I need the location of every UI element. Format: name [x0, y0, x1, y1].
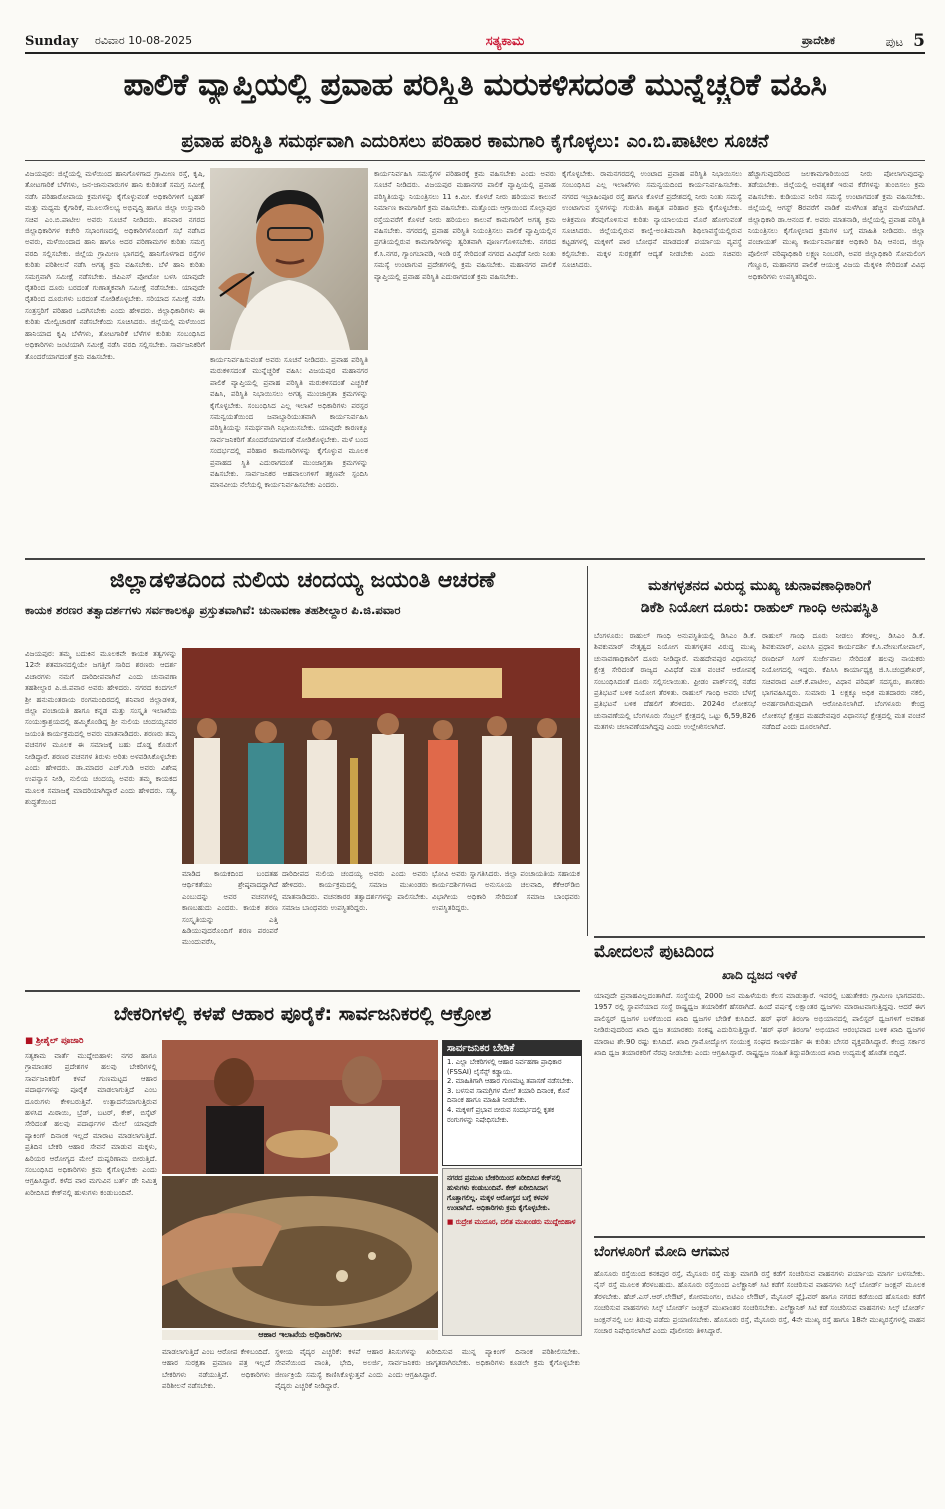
masthead-section: ಪ್ರಾದೇಶಿಕ — [801, 34, 835, 47]
bakery-column-2: ಮಾಡಲಾಗುತ್ತಿದೆ ಎಂಬ ಆರೋಪ ಕೇಳಿಬಂದಿದೆ. ಆಹಾರ ಸುರಕ್ಷತಾ ಪ್ರಮಾಣ ಪತ್ರ ಇಲ್ಲದೆ ಬೇಕರಿಗಳು ನಡೆಯುತ್ತಿವೆ. ಅಧಿಕಾರಿಗಳು ಪರಿಶೀಲನೆ ನಡೆಸಬೇಕು. — [162, 1347, 270, 1391]
demand-item: 1. ಎಲ್ಲಾ ಬೇಕರಿಗಳಲ್ಲಿ ಆಹಾರ ನಿರ್ವಹಣಾ ಪ್ರಾಧಿಕಾರ (FSSAI) ಲೈಸೆನ್ಸ್ ಕಡ್ಡಾಯ. — [447, 1058, 562, 1076]
lead-column-1: ವಿಜಯಪುರ: ಜಿಲ್ಲೆಯಲ್ಲಿ ಮಳೆಯಿಂದ ಹಾನಿಗೊಳಗಾದ ಗ್ರಾಮೀಣ ರಸ್ತೆ, ಕೃಷಿ, ತೋಟಗಾರಿಕೆ ಬೆಳೆಗಳು, ಜನ-ಜಾನುವಾರುಗಳ ಹಾನಿ ಕುರಿತಂತೆ ಸಮಗ್ರ ಸಮೀಕ್ಷೆ ನಡೆಸಿ ಪರಿಹಾರೋಪಾಯ ಕ್ರಮಗಳನ್ನು ಕೈಗೊಳ್ಳುವಂತೆ ಅಧಿಕಾರಿಗಳಿಗೆ ಬೃಹತ್ ಮತ್ತು ಮಧ್ಯಮ ಕೈಗಾರಿಕೆ, ಮೂಲಸೌಲಭ್ಯ ಅಭಿವೃದ್ಧಿ ಹಾಗೂ ಜಿಲ್ಲಾ ಉಸ್ತುವಾರಿ ಸಚಿವ ಎಂ.ಬಿ.ಪಾಟೀಲ ಅವರು ಸೂಚನೆ ನೀಡಿದರು. ಶನಿವಾರ ನಗರದ ಜಿಲ್ಲಾಧಿಕಾರಿಗಳ ಕಚೇರಿ ಸಭಾಂಗಣದಲ್ಲಿ ಅಧಿಕಾರಿಗಳೊಂದಿಗೆ ಸಭೆ ನಡೆಸಿದ ಅವರು, ಮಳೆಯಿಂದಾದ ಹಾನಿ ಹಾಗೂ ಅದರ ಪರಿಣಾಮಗಳ ಕುರಿತು ಸಮಗ್ರ ವರದಿ ಸಲ್ಲಿಸಬೇಕು. ಜಿಲ್ಲೆಯ ಗ್ರಾಮೀಣ ಭಾಗದಲ್ಲಿ ಹಾನಿಗೊಳಗಾದ ರಸ್ತೆಗಳ ಕುರಿತು ಪರಿಶೀಲನೆ ನಡೆಸಿ ಅಗತ್ಯ ಕ್ರಮ ವಹಿಸಬೇಕು. ಬೆಳೆ ಹಾನಿ ಕುರಿತು ಸಮಗ್ರವಾಗಿ ಸಮೀಕ್ಷೆ ನಡೆಸಬೇಕು. ಜಿಪಿಎಸ್ ಪೋಟೋ ಬಳಸಿ ಯಾವುದೇ ರೈತರಿಂದ ದೂರು ಬರದಂತೆ ಗುಣಾತ್ಮಕವಾಗಿ ಸಮೀಕ್ಷೆ ನಡೆಸಬೇಕು. ಯಾವುದೇ ರೈತರಿಂದ ದೂರುಗಳು ಬರದಂತೆ ನೋಡಿಕೊಳ್ಳಬೇಕು. ಸರಿಯಾದ ಸಮೀಕ್ಷೆ ನಡೆಸಿ ಸಂತ್ರಸ್ತರಿಗೆ ಪರಿಹಾರ ಒದಗಿಸಬೇಕು ಎಂದು ಹೇಳಿದರು. ಜಿಲ್ಲಾಧಿಕಾರಿಗಳು ಈ ಕುರಿತು ಮೇಲ್ವಿಚಾರಣೆ ನಡೆಸಬೇಕೆಂದು ಸೂಚಿಸಿದರು. ಜಿಲ್ಲೆಯಲ್ಲಿ ಮಳೆಯಿಂದ ಹಾನಿಯಾದ ಕೃಷಿ ಬೆಳೆಗಳು, ತೋಟಗಾರಿಕೆ ಬೆಳೆಗಳ ಕುರಿತು ಸಂಬಂಧಿಸಿದ ಅಧಿಕಾರಿಗಳು ಜಂಟಿಯಾಗಿ ಸಮೀಕ್ಷೆ ನಡೆಸಿ ವರದಿ ಸಲ್ಲಿಸಬೇಕು. ಸಾರ್ವಜನಿಕರಿಗೆ ತೊಂದರೆಯಾಗದಂತೆ ಕ್ರಮ ವಹಿಸಬೇಕು. — [25, 169, 205, 361]
section-divider-1 — [25, 558, 925, 560]
vertical-divider — [587, 566, 588, 936]
lead-subheadline: ಪ್ರವಾಹ ಪರಿಸ್ಥಿತಿ ಸಮರ್ಥವಾಗಿ ಎದುರಿಸಲು ಪರಿಹಾರ ಕಾಮಗಾರಿ ಕೈಗೊಳ್ಳಲು: ಎಂ.ಬಿ.ಪಾಟೀಲ ಸೂಚನೆ — [181, 131, 769, 152]
bakery-column-4: ತಿನಿಸುಗಳನ್ನು ಖರೀದಿಸುವ ಮುನ್ನ ಪ್ಯಾಕಿಂಗ್ ದಿನಾಂಕ ಪರಿಶೀಲಿಸಬೇಕು. ಸಾರ್ವಜನಿಕರು ಜಾಗೃತರಾಗಿರಬೇಕು. ಅಧಿಕಾರಿಗಳು ಕೂಡಲೇ ಕ್ರಮ ಕೈಗೊಳ್ಳಬೇಕು ಎಂದು ಆಗ್ರಹಿಸಿದ್ದಾರೆ. — [388, 1347, 580, 1379]
jayanti-subheadline: ಕಾಯಕ ಶರಣರ ತತ್ವಾದರ್ಶಗಳು ಸರ್ವಕಾಲಕ್ಕೂ ಪ್ರಸ್ತುತವಾಗಿವೆ: ಚುನಾವಣಾ ತಹಶೀಲ್ದಾರ ಪಿ.ಜಿ.ಪವಾರ — [25, 603, 401, 617]
masthead — [25, 30, 925, 54]
minister-photo — [210, 168, 368, 350]
masthead-page — [835, 31, 925, 51]
bakery-photo-people — [162, 1040, 438, 1174]
khadi-body: ಯಾವುದೇ ಪ್ರವಾಹವಿಲ್ಲದಂತಾಗಿದೆ. ಸಂಸ್ಥೆಯಲ್ಲಿ 2000 ಜನ ಮಹಿಳೆಯರು ಕೆಲಸ ಮಾಡುತ್ತಾರೆ. ಇವರಲ್ಲಿ ಬಹುತೇಕರು ಗ್ರಾಮೀಣ ಭಾಗದವರು. 1957 ರಲ್ಲಿ ಸ್ಥಾಪನೆಯಾದ ಸಂಸ್ಥೆ ರಾಷ್ಟ್ರಧ್ವಜ ತಯಾರಿಕೆಗೆ ಹೆಸರಾಗಿದೆ. ಹಿಂದೆ ವರ್ಷಕ್ಕೆ ಲಕ್ಷಾಂತರ ಧ್ವಜಗಳು ಮಾರಾಟವಾಗುತ್ತಿದ್ದವು. ಆದರೆ ಈಗ ಪಾಲಿಸ್ಟರ್ ಧ್ವಜಗಳ ಬಳಕೆಯಿಂದ ಖಾದಿ ಧ್ವಜಗಳ ಬೇಡಿಕೆ ಕುಸಿದಿದೆ. ಹರ್ ಘರ್ ತಿರಂಗಾ ಅಭಿಯಾನದಲ್ಲಿ ಪಾಲಿಸ್ಟರ್ ಧ್ವಜಗಳಿಗೆ ಅವಕಾಶ ನೀಡಿರುವುದರಿಂದ ಖಾದಿ ಧ್ವಜ ತಯಾರಕರು ಸಂಕಷ್ಟ ಎದುರಿಸುತ್ತಿದ್ದಾರೆ. 'ಹರ್ ಘರ್ ತಿರಂಗಾ' ಅಭಿಯಾನ ಆರಂಭವಾದ ಬಳಿಕ ಖಾದಿ ಧ್ವಜಗಳ ಮಾರಾಟ ಶೇ.90 ರಷ್ಟು ಕುಸಿದಿದೆ. ಖಾದಿ ಗ್ರಾಮೋದ್ಯೋಗ ಸಂಯುಕ್ತ ಸಂಘದ ಕಾರ್ಯದರ್ಶಿ ಈ ಕುರಿತು ಬೇಸರ ವ್ಯಕ್ತಪಡಿಸಿದ್ದಾರೆ. ಕೇಂದ್ರ ಸರ್ಕಾರ ಖಾದಿ ಧ್ವಜ ತಯಾರಕರಿಗೆ ನೆರವು ನೀಡಬೇಕು ಎಂದು ಆಗ್ರಹಿಸಿದ್ದಾರೆ. ರಾಷ್ಟ್ರಧ್ವಜ ಸಂಹಿತೆ ತಿದ್ದುಪಡಿಯಿಂದ ಖಾದಿ ಉದ್ಯಮಕ್ಕೆ ಹೊಡೆತ ಬಿದ್ದಿದೆ. — [594, 991, 925, 1058]
demand-box-title: ಸಾರ್ವಜನಿಕರ ಬೇಡಿಕೆ — [443, 1041, 581, 1056]
lead-column-5: ಹೆಚ್ಚಾಗುವುದರಿಂದ ಜಲಕಾಮಗಾರಿಯಿಂದ ನೀರು ಪೋಲಾಗುವುದನ್ನು ತಡೆಯಬೇಕು. ಜಿಲ್ಲೆಯಲ್ಲಿ ಅವಶ್ಯಕತೆ ಇರುವ ಕೆರೆಗಳನ್ನು ತುಂಬಿಸಲು ಕ್ರಮ ವಹಿಸಬೇಕು. ಕುಡಿಯುವ ನೀರಿನ ಸಮಸ್ಯೆ ಉಂಟಾಗದಂತೆ ಕ್ರಮ ವಹಿಸಬೇಕು. ಜಿಲ್ಲೆಯಲ್ಲಿ ಆಗಸ್ಟ್ 8ರವರೆಗೆ ವಾಡಿಕೆ ಮಳೆಗಿಂತ ಹೆಚ್ಚಿನ ಮಳೆಯಾಗಿದೆ. ಜಿಲ್ಲಾಧಿಕಾರಿ ಡಾ.ಆನಂದ ಕೆ. ಅವರು ಮಾತನಾಡಿ, ಜಿಲ್ಲೆಯಲ್ಲಿ ಪ್ರವಾಹ ಪರಿಸ್ಥಿತಿ ನಿಯಂತ್ರಿಸಲು ಕೈಗೊಳ್ಳಲಾದ ಕ್ರಮಗಳ ಬಗ್ಗೆ ಮಾಹಿತಿ ನೀಡಿದರು. ಜಿಲ್ಲಾ ಪಂಚಾಯತ್ ಮುಖ್ಯ ಕಾರ್ಯನಿರ್ವಾಹಕ ಅಧಿಕಾರಿ ರಿಷಿ ಆನಂದ, ಜಿಲ್ಲಾ ಪೊಲೀಸ್ ವರಿಷ್ಠಾಧಿಕಾರಿ ಲಕ್ಷ್ಮಣ ನಿಂಬರಗಿ, ಅಪರ ಜಿಲ್ಲಾಧಿಕಾರಿ ಸೋಮಲಿಂಗ ಗೆಣ್ಣೂರ, ಮಹಾನಗರ ಪಾಲಿಕೆ ಆಯುಕ್ತ ವಿಜಯ ಮೆಕ್ಕಳಕಿ ಸೇರಿದಂತೆ ವಿವಿಧ ಅಧಿಕಾರಿಗಳು ಉಪಸ್ಥಿತರಿದ್ದರು. — [748, 169, 925, 281]
khadi-headline: ಮೋದಲನೆ ಪುಟದಿಂದ — [594, 942, 714, 962]
bakery-photo-caption: ಆಹಾರ ಇಲಾಖೆಯ ಅಧಿಕಾರಿಗಳು — [162, 1330, 438, 1340]
masthead-day: Sunday — [25, 33, 79, 49]
page-label: ಪುಟ — [885, 35, 904, 49]
quote-attribution: ■ ರುದ್ರೇಶ ಮುದೂರ, ದಲಿತ ಮುಖಂಡರು ಮುದ್ದೇಬಿಹಾಳ — [447, 1218, 576, 1226]
bengaluru-body: ಹೊಸೂರು ರಸ್ತೆಯಿಂದ ಕನಕಪುರ ರಸ್ತೆ, ಮೈಸೂರು ರಸ್ತೆ ಮತ್ತು ಮಾಗಡಿ ರಸ್ತೆ ಕಡೆಗೆ ಸಂಚರಿಸುವ ವಾಹನಗಳು ಪರ್ಯಾಯ ಮಾರ್ಗ ಬಳಸಬೇಕು. ನೈಸ್ ರಸ್ತೆ ಮೂಲಕ ತೆರಳಬಹುದು. ಹೊಸೂರು ರಸ್ತೆಯಿಂದ ಎಲೆಕ್ಟ್ರಾನಿಕ್ ಸಿಟಿ ಕಡೆಗೆ ಸಂಚರಿಸುವ ವಾಹನಗಳು ಸಿಲ್ಕ್ ಬೋರ್ಡ್ ಜಂಕ್ಷನ್ ಮೂಲಕ ತೆರಳಬೇಕು. ಹೆಚ್.ಎಸ್.ಆರ್.ಲೇಔಟ್, ಕೋರಮಂಗಲ, ಬಿಟಿಎಂ ಲೇಔಟ್, ಮೈಸೂರ್ ಫ್ಲೈಓವರ್ ಹಾಗೂ ನಗರದ ಕಡೆಯಿಂದ ಹೊಸೂರು ಕಡೆಗೆ ಸಂಚರಿಸುವ ವಾಹನಗಳು ಸಿಲ್ಕ್ ಬೋರ್ಡ್ ಜಂಕ್ಷನ್ ಮುಖಾಂತರ ಸಂಚರಿಸಬೇಕು. ಎಲೆಕ್ಟ್ರಾನಿಕ್ ಸಿಟಿ ಕಡೆ ಸಂಚರಿಸುವ ವಾಹನಗಳು ಸಿಲ್ಕ್ ಬೋರ್ಡ್ ಜಂಕ್ಷನ್‌ನಲ್ಲಿ ಬಲ ತಿರುವು ಪಡೆದು ಪ್ರಯಾಣಿಸಬೇಕು. ಹೊಸೂರು ರಸ್ತೆ, ಮೈಸೂರು ರಸ್ತೆ, 4ನೇ ಮುಖ್ಯ ರಸ್ತೆ ಹಾಗೂ 18ನೇ ಮುಖ್ಯರಸ್ತೆಗಳಲ್ಲಿ ವಾಹನ ಸಂಚಾರ ನಿಷೇಧಿಸಲಾಗಿದೆ ಎಂದು ಪೊಲೀಸರು ತಿಳಿಸಿದ್ದಾರೆ. — [594, 1269, 925, 1336]
rahul-headline-line-2: ಡಿಕೆಶಿ ನಿಯೋಗ ದೂರು: ರಾಹುಲ್ ಗಾಂಧಿ ಅನುಪಸ್ಥಿತಿ — [640, 600, 879, 616]
lead-headline: ಪಾಲಿಕೆ ವ್ಯಾಪ್ತಿಯಲ್ಲಿ ಪ್ರವಾಹ ಪರಿಸ್ಥಿತಿ ಮರುಕಳಿಸದಂತೆ ಮುನ್ನೆಚ್ಚರಿಕೆ ವಹಿಸಿ — [123, 67, 827, 103]
rahul-column-2: ರಾಹುಲ್ ಗಾಂಧಿ ದೂರು ನೀಡಲು ತೆರಳಿಲ್ಲ. ಡಿಸಿಎಂ ಡಿ.ಕೆ. ಶಿವಕುಮಾರ್, ಎಐಸಿಸಿ ಪ್ರಧಾನ ಕಾರ್ಯದರ್ಶಿ ಕೆ.ಸಿ.ವೇಣುಗೋಪಾಲ್, ರಣದೀಪ್ ಸಿಂಗ್ ಸುರ್ಜೇವಾಲ ಸೇರಿದಂತೆ ಹಲವು ನಾಯಕರು ನಿಯೋಗದಲ್ಲಿ ಇದ್ದರು. ಕೆಪಿಸಿಸಿ ಕಾರ್ಯಾಧ್ಯಕ್ಷ ಜಿ.ಸಿ.ಚಂದ್ರಶೇಖರ್, ಸಚಿವರಾದ ಎಚ್.ಕೆ.ಪಾಟೀಲ, ವಿಧಾನ ಪರಿಷತ್ ಸದಸ್ಯರು, ಶಾಸಕರು ಭಾಗವಹಿಸಿದ್ದರು. ಸುಮಾರು 1 ಲಕ್ಷಕ್ಕೂ ಅಧಿಕ ಮತದಾರರು ನಕಲಿ, ಅನರ್ಹರಾಗಿರುವುದಾಗಿ ಆರೋಪಿಸಲಾಗಿದೆ. ಬೆಂಗಳೂರು ಕೇಂದ್ರ ಲೋಕಸಭೆ ಕ್ಷೇತ್ರದ ಮಹದೇವಪುರ ವಿಧಾನಸಭೆ ಕ್ಷೇತ್ರದಲ್ಲಿ ಮತ ವಂಚನೆ ನಡೆದಿದೆ ಎಂದು ದೂರಲಾಗಿದೆ. — [762, 631, 925, 732]
quote-text: ನಗರದ ಪ್ರಮುಖ ಬೇಕರಿಯಿಂದ ಖರೀದಿಸಿದ ಕೇಕ್‌ನಲ್ಲಿ ಹುಳುಗಳು ಕಂಡುಬಂದಿವೆ. ಕೇಕ್ ಖರೀದಿಸಿದಾಗ ಗೊತ್ತಾಗಲಿಲ್ಲ. ಮಕ್ಕಳ ಆರೋಗ್ಯದ ಬಗ್ಗೆ ಕಳವಳ ಉಂಟಾಗಿದೆ. ಅಧಿಕಾರಿಗಳು ಕ್ರಮ ಕೈಗೊಳ್ಳಬೇಕು. — [447, 1174, 561, 1212]
bakery-photo-cake — [162, 1176, 438, 1328]
jayanti-headline: ಜಿಲ್ಲಾಡಳಿತದಿಂದ ನುಲಿಯ ಚಂದಯ್ಯ ಜಯಂತಿ ಆಚರಣೆ — [109, 568, 496, 593]
masthead-date: ರವಿವಾರ 10-08-2025 — [95, 34, 193, 47]
lead-column-2: ಕಾರ್ಯನಿರ್ವಹಿಸುವಂತೆ ಅವರು ಸೂಚನೆ ನೀಡಿದರು. ಪ್ರವಾಹ ಪರಿಸ್ಥಿತಿ ಮರುಕಳಿಸದಂತೆ ಮುನ್ನೆಚ್ಚರಿಕೆ ವಹಿಸಿ: ವಿಜಯಪುರ ಮಹಾನಗರ ಪಾಲಿಕೆ ವ್ಯಾಪ್ತಿಯಲ್ಲಿ ಪ್ರವಾಹ ಪರಿಸ್ಥಿತಿ ಮರುಕಳಿಸದಂತೆ ಎಚ್ಚರಿಕೆ ವಹಿಸಿ, ಪರಿಸ್ಥಿತಿ ನಿಭಾಯಿಸಲು ಅಗತ್ಯ ಮುಂಜಾಗ್ರತಾ ಕ್ರಮಗಳನ್ನು ಕೈಗೊಳ್ಳಬೇಕು. ಸಂಬಂಧಿಸಿದ ಎಲ್ಲ ಇಲಾಖೆ ಅಧಿಕಾರಿಗಳು ಪರಸ್ಪರ ಸಮನ್ವಯತೆಯಿಂದ ಜವಾಬ್ದಾರಿಯುತವಾಗಿ ಕಾರ್ಯನಿರ್ವಹಿಸಿ ಪರಿಸ್ಥಿತಿಯನ್ನು ಸಮರ್ಥವಾಗಿ ನಿಭಾಯಿಸಬೇಕು. ಯಾವುದೇ ಕಾರಣಕ್ಕೂ ಸಾರ್ವಜನಿಕರಿಗೆ ತೊಂದರೆಯಾಗದಂತೆ ನೋಡಿಕೊಳ್ಳಬೇಕು. ಮಳೆ ಬಂದ ಸಂದರ್ಭದಲ್ಲಿ ಪರಿಹಾರ ಕಾಮಗಾರಿಗಳನ್ನು ಕೈಗೊಳ್ಳುವ ಮೂಲಕ ಪ್ರವಾಹದ ಸ್ಥಿತಿ ಎದುರಾಗದಂತೆ ಮುಂಜಾಗ್ರತಾ ಕ್ರಮಗಳನ್ನು ವಹಿಸಬೇಕು. ಸಾರ್ವಜನಿಕರ ಆಹವಾಲುಗಳಿಗೆ ತಕ್ಷಣವೇ ಸ್ಪಂದಿಸಿ ಮಾನವೀಯ ನೆಲೆಯಲ್ಲಿ ಕಾರ್ಯನಿರ್ವಹಿಸಬೇಕು ಎಂದರು. — [210, 355, 368, 490]
jayanti-column-1: ವಿಜಯಪುರ: ತಮ್ಮ ಬದುಕಿನ ಮೂಲಕವೇ ಕಾಯಕ ತತ್ವಗಳನ್ನು 12ನೇ ಶತಮಾನದಲ್ಲಿಯೇ ಜಗತ್ತಿಗೆ ಸಾರಿದ ಶರಣರು ಆದರ್ಶ ವಿಚಾರಗಳು ನಮಗೆ ದಾರಿದೀಪವಾಗಿವೆ ಎಂದು ಚುನಾವಣಾ ತಹಶೀಲ್ದಾರ ಪಿ.ಜಿ.ಪವಾರ ಅವರು ಹೇಳಿದರು. ನಗರದ ಕಂದಗಲ್ ಶ್ರೀ ಹನುಮಂತರಾಯ ರಂಗಮಂದಿರದಲ್ಲಿ ಶನಿವಾರ ಜಿಲ್ಲಾಡಳಿತ, ಜಿಲ್ಲಾ ಪಂಚಾಯತಿ ಹಾಗೂ ಕನ್ನಡ ಮತ್ತು ಸಂಸ್ಕೃತಿ ಇಲಾಖೆಯ ಸಂಯುಕ್ತಾಶ್ರಯದಲ್ಲಿ ಹಮ್ಮಿಕೊಂಡಿದ್ದ ಶ್ರೀ ನುಲಿಯ ಚಂದಯ್ಯನವರ ಜಯಂತಿ ಕಾರ್ಯಕ್ರಮದಲ್ಲಿ ಅವರು ಮಾತನಾಡಿದರು. ಶರಣರು ತಮ್ಮ ವಚನಗಳ ಮೂಲಕ ಈ ಸಮಾಜಕ್ಕೆ ಬಹು ದೊಡ್ಡ ಕೊಡುಗೆ ನೀಡಿದ್ದಾರೆ. ಶರಣರ ವಚನಗಳ ತಿರುಳು ಅರಿತು ಅಳವಡಿಸಿಕೊಳ್ಳಬೇಕು ಎಂದು ಹೇಳಿದರು. ಡಾ.ಮಾದರ ಎಚ್.ಗುಡಿ ಅವರು ವಿಶೇಷ ಉಪನ್ಯಾಸ ನೀಡಿ, ನುಲಿಯ ಚಂದಯ್ಯ ಅವರು ತಮ್ಮ ಕಾಯಕದ ಮೂಲಕ ಸಮಾಜಕ್ಕೆ ಮಾದರಿಯಾಗಿದ್ದಾರೆ ಎಂದು ಹೇಳಿದರು. ಸತ್ಯ, ಶುದ್ಧತೆಯಿಂದ — [25, 649, 177, 807]
bengaluru-top-rule — [594, 1236, 925, 1238]
khadi-top-rule — [594, 936, 925, 938]
quote-box — [442, 1168, 582, 1336]
khadi-subheadline: ಖಾದಿ ದ್ವಜದ ಇಳಿಕೆ — [721, 968, 798, 982]
lead-column-4: ಕೈಗೊಳ್ಳಬೇಕು. ರಾಮನಗರದಲ್ಲಿ ಉಂಟಾದ ಪ್ರವಾಹ ಪರಿಸ್ಥಿತಿ ನಿಭಾಯಿಸಲು ಸಂಬಂಧಿಸಿದ ಎಲ್ಲ ಇಲಾಖೆಗಳು ಸಮನ್ವಯದಿಂದ ಕಾರ್ಯನಿರ್ವಹಿಸಬೇಕು. ನಗರದ ಇಬ್ರಾಹಿಂಪೂರ ರಸ್ತೆ ಹಾಗೂ ಕೊಳಚೆ ಪ್ರದೇಶದಲ್ಲಿ ನೀರು ನಿಂತು ಸಮಸ್ಯೆ ಉಂಟಾಗುವ ಸ್ಥಳಗಳನ್ನು ಗುರುತಿಸಿ ಶಾಶ್ವತ ಪರಿಹಾರ ಕ್ರಮ ಕೈಗೊಳ್ಳಬೇಕು. ಅತಿಕ್ರಮಣ ತೆರವುಗೊಳಿಸುವ ಕುರಿತು ನ್ಯಾಯಾಲಯದ ಮೊರೆ ಹೋಗುವಂತೆ ಸೂಚಿಸಿದರು. ಜಿಲ್ಲೆಯಲ್ಲಿರುವ ಕಾಲ್ವೆ-ಅಂತಿಮವಾಗಿ ಶಿಥಿಲಾವಸ್ಥೆಯಲ್ಲಿರುವ ಕಟ್ಟಡಗಳಲ್ಲಿ ಮಕ್ಕಳಿಗೆ ಪಾಠ ಬೋಧನೆ ಮಾಡದಂತೆ ಪರ್ಯಾಯ ವ್ಯವಸ್ಥೆ ಕಲ್ಪಿಸಬೇಕು. ಮಕ್ಕಳ ಸುರಕ್ಷತೆಗೆ ಆದ್ಯತೆ ನೀಡಬೇಕು ಎಂದು ಸಚಿವರು ಸೂಚಿಸಿದರು. — [562, 169, 742, 270]
demand-list — [443, 1056, 581, 1127]
jayanti-column-4: ಭೋವಿ ಅವರು ಸ್ವಾಗತಿಸಿದರು. ಜಿಲ್ಲಾ ಪಂಚಾಯತಿಯ ಸಹಾಯಕ ಕಾರ್ಯದರ್ಶಿಗಳಾದ ಅನುಸೂಯ ಚಲವಾದಿ, ಕೆಕೆಆರ್‌ಡಿಬಿ ವಿಭಾಗೀಯ ಅಧಿಕಾರಿ ಸೇರಿದಂತೆ ಸಮಾಜ ಬಾಂಧವರು ಉಪಸ್ಥಿತರಿದ್ದರು. — [432, 869, 580, 913]
bengaluru-headline: ಬೆಂಗಳೂರಿಗೆ ಮೋದಿ ಆಗಮನ — [594, 1244, 730, 1260]
rahul-headline-line-1: ಮತಗಳ್ಳತನದ ವಿರುದ್ಧ ಮುಖ್ಯ ಚುನಾವಣಾಧಿಕಾರಿಗೆ — [648, 578, 871, 594]
lead-divider — [25, 160, 925, 161]
section-divider-2 — [25, 990, 580, 992]
demand-item: 2. ಮಾಹಿತಿಗಾಗಿ ಆಹಾರ ಗುಣಮಟ್ಟ ತಪಾಸಣೆ ನಡೆಸಬೇಕು. — [447, 1077, 574, 1086]
bakery-column-1: ಸತ್ಯಕಾಮ ವಾರ್ತೆ ಮುದ್ದೇಬಿಹಾಳ: ನಗರ ಹಾಗೂ ಗ್ರಾಮಾಂತರ ಪ್ರದೇಶಗಳ ಹಲವು ಬೇಕರಿಗಳಲ್ಲಿ ಸಾರ್ವಜನಿಕರಿಗೆ ಕಳಪೆ ಗುಣಮಟ್ಟದ ಆಹಾರ ಪದಾರ್ಥಗಳನ್ನು ಪೂರೈಕೆ ಮಾಡಲಾಗುತ್ತಿದೆ ಎಂಬ ದೂರುಗಳು ಕೇಳಿಬರುತ್ತಿವೆ. ಉತ್ಪಾದನೆಯಾಗುತ್ತಿರುವ ಹಳಸಿದ ಮಿಠಾಯಿ, ಬ್ರೆಡ್, ಬಟರ್, ಕೇಕ್, ಬಿಸ್ಕೆಟ್ ಸೇರಿದಂತೆ ಹಲವು ಪದಾರ್ಥಗಳ ಮೇಲೆ ಯಾವುದೇ ಪ್ಯಾಕಿಂಗ್ ದಿನಾಂಕ ಇಲ್ಲದೆ ಮಾರಾಟ ಮಾಡಲಾಗುತ್ತಿದೆ. ಪ್ರತಿದಿನ ಬೇಕರಿ ಆಹಾರ ಸೇವನೆ ಮಾಡುವ ಮಕ್ಕಳು, ಹಿರಿಯರ ಆರೋಗ್ಯದ ಮೇಲೆ ದುಷ್ಪರಿಣಾಮ ಬೀರುತ್ತಿದೆ. ಸಂಬಂಧಿಸಿದ ಅಧಿಕಾರಿಗಳು ಕ್ರಮ ಕೈಗೊಳ್ಳಬೇಕು ಎಂದು ಆಗ್ರಹಿಸಿದ್ದಾರೆ. ಕಳೆದ ವಾರ ಮಗುವಿನ ಬರ್ತ್ ಡೇ ನಿಮಿತ್ತ ಖರೀದಿಸಿದ ಕೇಕ್‌ನಲ್ಲಿ ಹುಳುಗಳು ಕಂಡುಬಂದಿವೆ. — [25, 1051, 157, 1197]
masthead-paper-name: ಸತ್ಯಕಾಮ — [485, 33, 525, 49]
bakery-headline: ಬೇಕರಿಗಳಲ್ಲಿ ಕಳಪೆ ಆಹಾರ ಪೂರೈಕೆ: ಸಾರ್ವಜನಿಕರಲ್ಲಿ ಆಕ್ರೋಶ — [113, 1003, 492, 1025]
bakery-byline: ■ ಶ್ರೀಶೈಲ್ ಪೂಜಾರಿ — [25, 1036, 84, 1046]
demand-item: 4. ಮಕ್ಕಳಿಗೆ ಪ್ರಭಾವ ಬೀರುವ ಸಂದರ್ಭದಲ್ಲಿ ಕೃತಕ ರಂಗುಗಳನ್ನು ನಿಷೇಧಿಸಬೇಕು. — [447, 1105, 555, 1124]
demand-box — [442, 1040, 582, 1166]
page-number: 5 — [913, 31, 925, 51]
jayanti-column-2: ಮಾಡಿದ ಕಾಯಕದಿಂದ ಬಂದತಹ ಆರ್ಥಿಕತೆಯು ಶ್ರೇಷ್ಠವಾದದ್ದಾಗಿದೆ ಎಂಬುದನ್ನು ಅವರ ವಚನಗಳಲ್ಲಿ ಕಾಣಬಹುದು ಎಂದರು. ಕಾಯಕ ಶರಣ ಸಂಸ್ಕೃತಿಯನ್ನು ಎತ್ತಿ ಹಿಡಿಯುವುದರೊಂದಿಗೆ ಶರಣ ಪರಂಪರೆ ಮುಂದುವರೆಸಿ, — [182, 869, 278, 947]
jayanti-column-3: ದಾರಿದೀಪದ ನುಲಿಯ ಚಂದಯ್ಯ ಅವರು ಎಂದು ಅವರು ಹೇಳಿದರು. ಕಾರ್ಯಕ್ರಮದಲ್ಲಿ ಸಮಾಜ ಮುಖಂಡರು ಮಾತನಾಡಿದರು. ವಚನಕಾರರ ತತ್ವಾದರ್ಶಗಳನ್ನು ಪಾಲಿಸಬೇಕು. ಸಮಾಜ ಬಾಂಧವರು ಉಪಸ್ಥಿತರಿದ್ದರು. — [282, 869, 428, 913]
bakery-column-3: ಸ್ಥಳೀಯ ವೈದ್ಯರ ಎಚ್ಚರಿಕೆ: ಕಳಪೆ ಆಹಾರ ಸೇವನೆಯಿಂದ ವಾಂತಿ, ಭೇದಿ, ಅಲರ್ಜಿ, ಜೀರ್ಣಕ್ರಿಯೆ ಸಮಸ್ಯೆ ಕಾಣಿಸಿಕೊಳ್ಳುತ್ತವೆ ಎಂದು ವೈದ್ಯರು ಎಚ್ಚರಿಕೆ ನೀಡಿದ್ದಾರೆ. — [275, 1347, 383, 1391]
rahul-column-1: ಬೆಂಗಳೂರು: ರಾಹುಲ್ ಗಾಂಧಿ ಅನುಪಸ್ಥಿತಿಯಲ್ಲಿ ಡಿಸಿಎಂ ಡಿ.ಕೆ. ಶಿವಕುಮಾರ್ ನೇತೃತ್ವದ ನಿಯೋಗ ಮತಗಳ್ಳತನ ವಿರುದ್ಧ ಮುಖ್ಯ ಚುನಾವಣಾಧಿಕಾರಿಗೆ ದೂರು ನೀಡಿದ್ದಾರೆ. ಮಹದೇವಪುರ ವಿಧಾನಸಭೆ ಕ್ಷೇತ್ರ ಸೇರಿದಂತೆ ರಾಜ್ಯದ ವಿವಿಧೆಡೆ ಮತ ವಂಚನೆ ಆರೋಪಕ್ಕೆ ಸಂಬಂಧಿಸಿದಂತೆ ದೂರು ಸಲ್ಲಿಸಲಾಯಿತು. ಫ್ರೀಡಂ ಪಾರ್ಕ್‌ನಲ್ಲಿ ನಡೆದ ಪ್ರತಿಭಟನೆ ಬಳಿಕ ನಿಯೋಗ ತೆರಳಿತು. ರಾಹುಲ್ ಗಾಂಧಿ ಅವರು ಬೆಳಗ್ಗೆ ಪ್ರತಿಭಟನೆ ಬಳಿಕ ದೆಹಲಿಗೆ ತೆರಳಿದರು. 2024ರ ಲೋಕಸಭೆ ಚುನಾವಣೆಯಲ್ಲಿ ಬೆಂಗಳೂರು ಸೆಂಟ್ರಲ್ ಕ್ಷೇತ್ರದಲ್ಲಿ ಒಟ್ಟು 6,59,826 ಮತಗಳು ಚಲಾವಣೆಯಾಗಿದ್ದವು ಎಂದು ಉಲ್ಲೇಖಿಸಲಾಗಿದೆ. — [594, 631, 756, 732]
jayanti-event-photo — [182, 648, 580, 864]
demand-item: 3. ಬಳಸುವ ಸಾಮಗ್ರಿಗಳ ಮೇಲೆ ತಯಾರಿ ದಿನಾಂಕ, ಕೊನೆ ದಿನಾಂಕ ಹಾಗೂ ಮಾಹಿತಿ ನೀಡಬೇಕು. — [447, 1086, 570, 1105]
lead-column-3: ಕಾರ್ಯನಿರ್ವಹಿಸಿ ಸಮಸ್ಯೆಗಳ ಪರಿಹಾರಕ್ಕೆ ಕ್ರಮ ವಹಿಸಬೇಕು ಎಂದು ಅವರು ಸೂಚನೆ ನೀಡಿದರು. ವಿಜಯಪುರ ಮಹಾನಗರ ಪಾಲಿಕೆ ವ್ಯಾಪ್ತಿಯಲ್ಲಿ ಪ್ರವಾಹ ಪರಿಸ್ಥಿತಿಯನ್ನು ನಿಯಂತ್ರಿಸಲು 11 ಕಿ.ಮೀ. ಕೊಳಚೆ ನೀರು ಹರಿಯುವ ಕಾಲುವೆ ನಿರ್ಮಾಣ ಕಾಮಗಾರಿಗೆ ಕ್ರಮ ವಹಿಸಬೇಕು. ಮತ್ತೊಂದು ಆಗ್ರಾಯಿಂದ ಸೊಲ್ಲಾಪುರ ರಸ್ತೆಯವರೆಗೆ ಕೊಳಚೆ ನೀರು ಹರಿಯಲು ಕಾಲುವೆ ಕಾಮಗಾರಿಗೆ ಅಗತ್ಯ ಕ್ರಮ ವಹಿಸಬೇಕು. ನಗರದಲ್ಲಿ ಪ್ರವಾಹ ಪರಿಸ್ಥಿತಿ ನಿಯಂತ್ರಿಸಲು ಪಾಲಿಕೆ ವ್ಯಾಪ್ತಿಯಲ್ಲಿನ ಪ್ರಗತಿಯಲ್ಲಿರುವ ಕಾಮಗಾರಿಗಳನ್ನು ತ್ವರಿತವಾಗಿ ಪೂರ್ಣಗೊಳಿಸಬೇಕು. ನಗರದ ಕೆ.ಸಿ.ನಗರ, ಗ್ಯಾಂಗಬಾವಡಿ, ಇಂಡಿ ರಸ್ತೆ ಸೇರಿದಂತೆ ನಗರದ ವಿವಿಧೆಡೆ ನೀರು ನಿಂತು ಸಮಸ್ಯೆ ಉಂಟಾಗುವ ಪ್ರದೇಶಗಳಲ್ಲಿ ಕ್ರಮ ವಹಿಸಬೇಕು. ಮಹಾನಗರ ಪಾಲಿಕೆ ವ್ಯಾಪ್ತಿಯಲ್ಲಿ ಪ್ರವಾಹ ಪರಿಸ್ಥಿತಿ ಎದುರಾಗದಂತೆ ಕ್ರಮ ವಹಿಸಬೇಕು. — [374, 169, 556, 281]
